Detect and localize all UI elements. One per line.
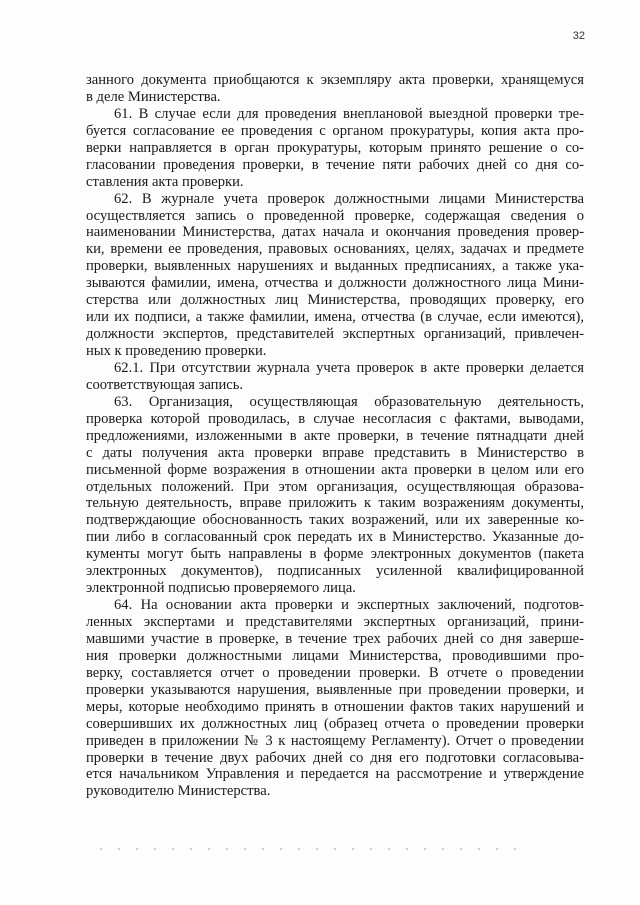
paragraph-line: ных к проведению проверки. xyxy=(86,343,267,359)
paragraph-item-61 xyxy=(86,106,584,191)
paragraph-item-62-1 xyxy=(86,360,584,394)
scan-artifact xyxy=(100,848,560,854)
paragraph-line: 62.1. При отсутствии журнала учета проверок в акте проверки делается xyxy=(114,359,584,376)
paragraph-line: проверки, выявленных нарушениях и выданных предписаниях, а также ука- xyxy=(86,258,584,275)
paragraph-line: в деле Министерства. xyxy=(86,88,221,105)
paragraph-line: проверки в течение двух рабочих дней со дня его подготовки согласовыва- xyxy=(86,749,584,766)
paragraph-line: осуществляется запись о проведенной проверке, содержащая сведения о xyxy=(86,207,584,224)
page-number: 32 xyxy=(572,30,585,42)
paragraph-line: кументы могут быть направлены в форме электронных документов (пакета xyxy=(86,546,584,563)
paragraph-line: занного документа приобщаются к экземпляру акта проверки, хранящемуся xyxy=(86,72,584,88)
paragraph-line: верку, составляется отчет о проведении проверки. В отчете о проведении xyxy=(86,664,584,681)
paragraph-line: или их подписи, а также фамилии, имена, отчества (в случае, если имеются), xyxy=(86,309,584,326)
paragraph-item-62 xyxy=(86,191,584,360)
paragraph-item-63 xyxy=(86,394,584,597)
paragraph-line: буется согласование ее проведения с органом прокуратуры, копия акта про- xyxy=(86,122,584,139)
paragraph-line: ленных экспертами и представителями экспертных организаций, прини- xyxy=(86,614,584,630)
paragraph-line: тельную деятельность, вправе приложить к таким возражениям документы, xyxy=(86,495,584,512)
paragraph-line: мавшими участие в проверке, в течение трех рабочих дней со дня заверше- xyxy=(86,630,584,647)
paragraph-line: стерства или должностных лиц Министерства, проводящих проверку, его xyxy=(86,292,584,309)
paragraph-line: пии либо в согласованный срок передать их в Министерство. Указанные до- xyxy=(86,529,584,546)
paragraph-line: ния проверки должностными лицами Министерства, проводившими про- xyxy=(86,647,584,664)
paragraph-line: ки, времени ее проведения, правовых основаниях, целях, задачах и предмете xyxy=(86,241,584,258)
paragraph-line: 61. В случае если для проведения внеплановой выездной проверки тре- xyxy=(114,105,584,122)
paragraph-line: гласовании проведения проверки, в течение пяти рабочих дней со дня со- xyxy=(86,156,584,173)
paragraph-line: ставления акта проверки. xyxy=(86,173,244,190)
paragraph-line: должности экспертов, представителей экспертных организаций, привлечен- xyxy=(86,326,584,343)
paragraph-line: подтверждающие обоснованность таких возражений, или их заверенные ко- xyxy=(86,512,584,529)
paragraph-line: ется начальником Управления и передается на рассмотрение и утверждение xyxy=(86,766,584,783)
paragraph-continuation xyxy=(86,72,584,106)
paragraph-line: электронных документов), подписанных усиленной квалифицированной xyxy=(86,563,584,580)
paragraph-line: меры, которые необходимо принять в отношении фактов таких нарушений и xyxy=(86,698,584,715)
paragraph-line: соответствующая запись. xyxy=(86,376,244,393)
paragraph-line: предложениями, изложенными в акте проверки, в течение пятнадцати дней xyxy=(86,427,584,444)
paragraph-item-64 xyxy=(86,597,584,800)
paragraph-line: письменной форме возражения в отношении акта проверки в целом или его xyxy=(86,461,584,478)
paragraph-line: 64. На основании акта проверки и экспертных заключений, подготов- xyxy=(114,597,584,614)
paragraph-line: зываются фамилии, имена, отчества и должности должностного лица Мини- xyxy=(86,275,584,292)
paragraph-line: 63. Организация, осуществляющая образовательную деятельность, xyxy=(114,393,584,410)
paragraph-line: проверка которой проводилась, в случае несогласия с фактами, выводами, xyxy=(86,410,584,427)
paragraph-line: руководителю Министерства. xyxy=(86,783,271,800)
paragraph-line: отдельных положений. При этом организация, осуществляющая образова- xyxy=(86,478,584,495)
paragraph-line: верки направляется в орган прокуратуры, которым принято решение о со- xyxy=(86,139,584,156)
paragraph-line: проверки указываются нарушения, выявленные при проведении проверки, и xyxy=(86,681,584,698)
paragraph-line: 62. В журнале учета проверок должностными лицами Министерства xyxy=(114,190,584,207)
paragraph-line: приведен в приложении № 3 к настоящему Регламенту). Отчет о проведении xyxy=(86,732,584,749)
paragraph-line: с даты получения акта проверки вправе представить в Министерство в xyxy=(86,444,584,461)
paragraph-line: совершивших их должностных лиц (образец отчета о проведении проверки xyxy=(86,715,584,732)
paragraph-line: электронной подписью проверяемого лица. xyxy=(86,580,356,597)
document-body xyxy=(86,72,584,800)
paragraph-line: наименовании Министерства, датах начала и окончания проведения провер- xyxy=(86,224,584,241)
